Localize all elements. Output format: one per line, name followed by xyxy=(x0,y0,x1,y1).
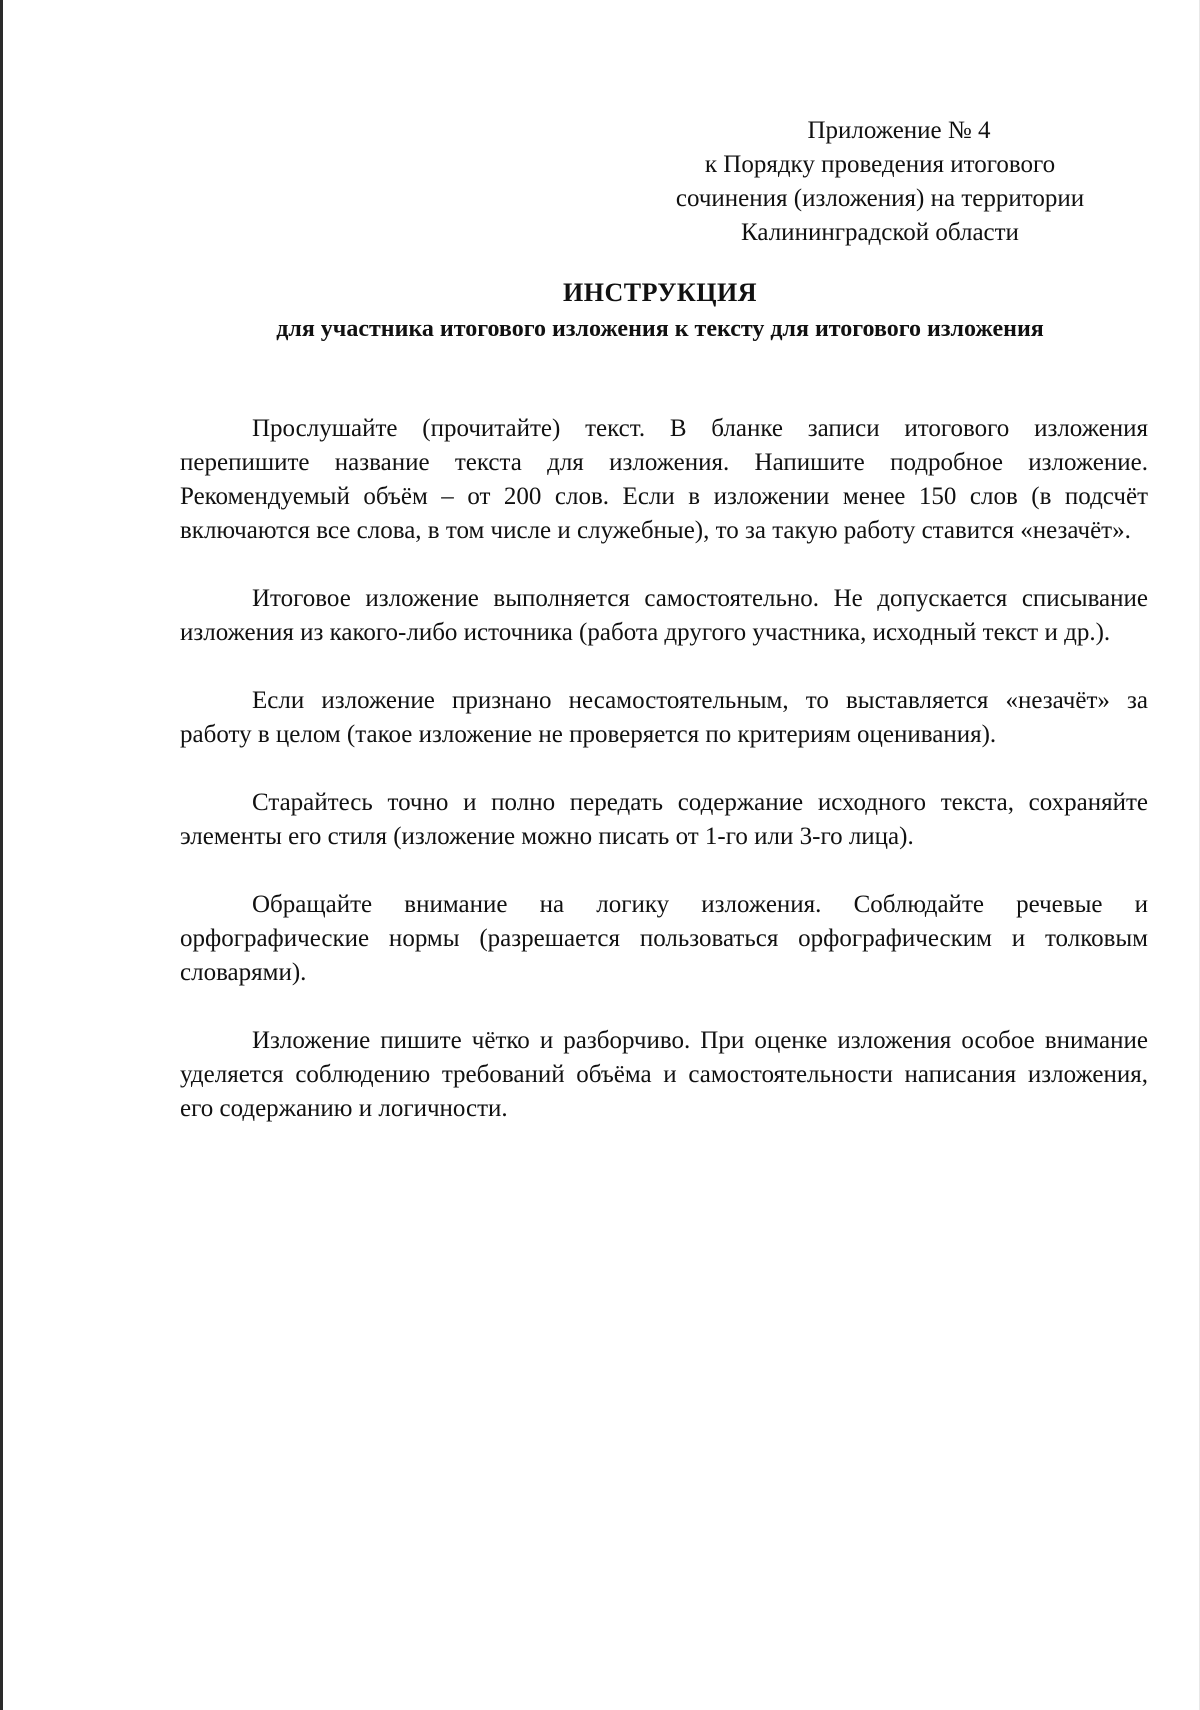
instruction-paragraph: Если изложение признано несамостоятельным, то выставляется «незачёт» за работу в целом (такое изложение не проверяется по критериям оценивания). xyxy=(180,687,1148,748)
instruction-paragraph: Обращайте внимание на логику изложения. Соблюдайте речевые и орфографические нормы (разрешается пользоваться орфографическим и толковым словарями). xyxy=(180,891,1148,986)
annex-header xyxy=(620,114,1140,250)
instruction-paragraph: Изложение пишите чётко и разборчиво. При оценке изложения особое внимание уделяется соблюдению требований объёма и самостоятельности написания изложения, его содержанию и логичности. xyxy=(180,1027,1148,1122)
instruction-paragraph: Прослушайте (прочитайте) текст. В бланке записи итогового изложения перепишите название текста для изложения. Напишите подробное изложение. Рекомендуемый объём – от 200 слов. Если в изложении менее 150 слов (в подсчёт включаются все слова, в том числе и служебные), то за такую работу ставится «незачёт». xyxy=(180,415,1148,544)
instruction-paragraph: Итоговое изложение выполняется самостоятельно. Не допускается списывание изложения из какого-либо источника (работа другого участника, исходный текст и др.). xyxy=(180,585,1148,646)
annex-reference-line: к Порядку проведения итогового xyxy=(704,151,1056,178)
annex-number: Приложение № 4 xyxy=(807,117,991,144)
instruction-body xyxy=(180,412,1148,1160)
title-block xyxy=(180,276,1140,347)
annex-reference-line: сочинения (изложения) на территории xyxy=(675,185,1085,212)
document-subtitle: для участника итогового изложения к тексту для итогового изложения xyxy=(276,316,1044,342)
scan-edge-left xyxy=(0,0,3,1710)
document-title: ИНСТРУКЦИЯ xyxy=(563,278,757,307)
instruction-paragraph: Старайтесь точно и полно передать содержание исходного текста, сохраняйте элементы его стиля (изложение можно писать от 1-го или 3-го лица). xyxy=(180,789,1148,850)
annex-reference-line: Калининградской области xyxy=(741,219,1019,246)
